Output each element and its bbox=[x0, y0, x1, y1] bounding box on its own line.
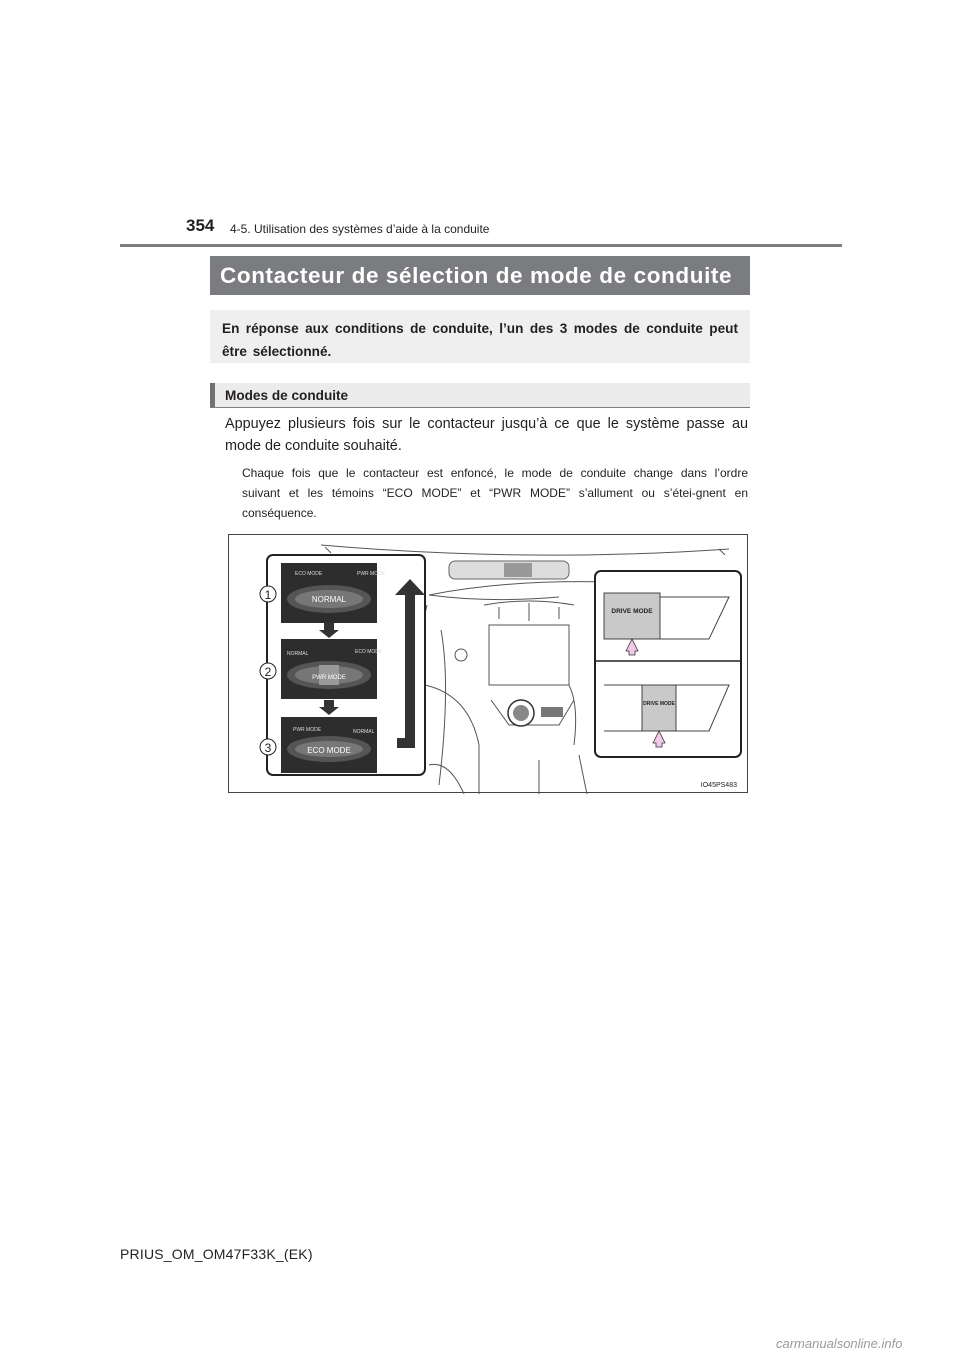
chapter-title: 4-5. Utilisation des systèmes d’aide à la conduite bbox=[230, 222, 490, 236]
screen2-center-label: PWR MODE bbox=[312, 675, 346, 681]
step-1-label: 1 bbox=[264, 588, 272, 602]
step-3-label: 3 bbox=[264, 741, 272, 755]
screen-normal bbox=[281, 563, 386, 623]
screen2-right-label: ECO MODE bbox=[355, 649, 383, 655]
shift-knob bbox=[508, 700, 563, 726]
hud-panel bbox=[504, 563, 532, 577]
section-title: Contacteur de sélection de mode de conduite bbox=[210, 256, 750, 295]
screen-pwr-mode bbox=[281, 639, 383, 699]
subsection-heading: Modes de conduite bbox=[210, 383, 750, 408]
drive-mode-button-top bbox=[604, 593, 660, 639]
drive-mode-figure bbox=[228, 534, 748, 793]
drive-mode-label-top: DRIVE MODE bbox=[611, 608, 653, 615]
screen3-center-label: ECO MODE bbox=[307, 746, 351, 755]
step-2-label: 2 bbox=[264, 665, 272, 679]
screen3-left-label: PWR MODE bbox=[293, 727, 322, 733]
intro-box: En réponse aux conditions de conduite, l’un des 3 modes de conduite peut être sélectionné. bbox=[210, 310, 750, 363]
step-1-marker bbox=[260, 586, 276, 602]
loop-arrow-bar bbox=[405, 595, 415, 748]
header-rule bbox=[120, 244, 842, 247]
drive-mode-button-bottom bbox=[642, 685, 676, 731]
watermark: carmanualsonline.info bbox=[776, 1336, 903, 1351]
drive-mode-label-bottom: DRIVE MODE bbox=[643, 701, 675, 707]
screen-eco-mode bbox=[281, 717, 377, 773]
screen1-left-label: ECO MODE bbox=[295, 571, 323, 577]
screen1-center-label: NORMAL bbox=[311, 595, 347, 604]
step-2-marker bbox=[260, 663, 276, 679]
document-code: PRIUS_OM_OM47F33K_(EK) bbox=[120, 1246, 313, 1262]
screen3-right-label: NORMAL bbox=[353, 729, 375, 735]
step-3-marker bbox=[260, 739, 276, 755]
page-number: 354 bbox=[186, 216, 215, 235]
loop-arrow-base bbox=[397, 738, 415, 748]
figure-illustration bbox=[229, 535, 749, 794]
note-paragraph: Chaque fois que le contacteur est enfoncé, le mode de conduite change dans l’ordre suivant et les témoins “ECO MODE” et “PWR MODE” s’allument ou s’étei-gnent en conséquence. bbox=[242, 466, 748, 520]
subsection-rule bbox=[210, 407, 750, 408]
screen2-left-label: NORMAL bbox=[287, 651, 309, 657]
screen1-right-label: PWR MODE bbox=[357, 571, 386, 577]
body-paragraph: Appuyez plusieurs fois sur le contacteur jusqu’à ce que le système passe au mode de conduite souhaité. bbox=[225, 416, 748, 454]
figure-code: IO45PS483 bbox=[700, 782, 737, 789]
